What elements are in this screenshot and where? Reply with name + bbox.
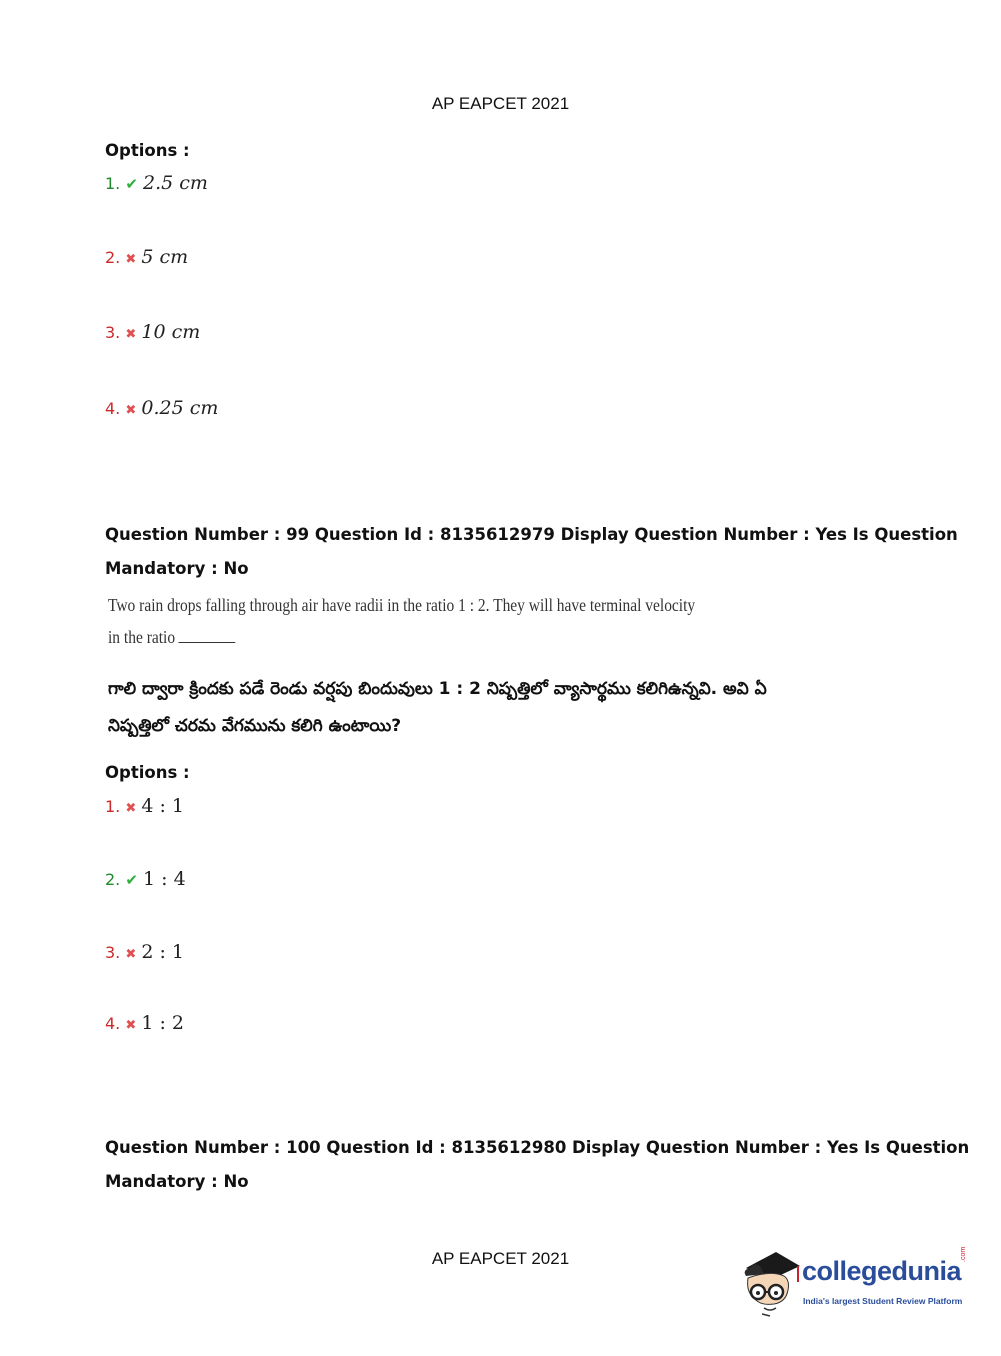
logo-tagline: India's largest Student Review Platform (803, 1296, 963, 1306)
options-label: Options : (105, 141, 190, 160)
option-2 (105, 246, 188, 268)
option-value: 1 : 4 (143, 868, 186, 890)
option-value: 1 : 2 (141, 1012, 185, 1034)
cross-mark-icon: ✖ (125, 252, 137, 267)
option-value: 2 : 1 (141, 941, 185, 963)
option-value: 10 cm (141, 321, 201, 343)
option-value: 5 cm (141, 246, 189, 268)
logo-wordmark (802, 1256, 961, 1287)
option-4 (105, 397, 218, 419)
option-1 (105, 795, 184, 817)
cross-mark-icon: ✖ (125, 947, 137, 962)
option-3 (105, 321, 200, 343)
option-3 (105, 941, 184, 963)
check-mark-icon: ✔ (125, 175, 138, 193)
option-value: 4 : 1 (141, 795, 185, 817)
question-text-line-1: Two rain drops falling through air have radii in the ratio 1 : 2. They will have terminal velocity (108, 595, 696, 615)
cross-mark-icon: ✖ (125, 801, 137, 816)
mascot-graduate-icon (740, 1248, 802, 1318)
page-header: AP EAPCET 2021 (431, 94, 570, 113)
option-value: 2.5 cm (143, 172, 208, 194)
option-number: 2. (105, 870, 121, 889)
option-number: 1. (105, 797, 121, 816)
option-value: 0.25 cm (141, 397, 219, 419)
option-number: 1. (105, 174, 121, 193)
page-footer: AP EAPCET 2021 (431, 1249, 570, 1268)
option-1 (105, 172, 208, 194)
option-number: 2. (105, 248, 121, 267)
logo-name: collegedunia (802, 1256, 962, 1286)
option-4 (105, 1012, 184, 1034)
check-mark-icon: ✔ (125, 871, 138, 889)
question-mandatory: Mandatory : No (105, 559, 249, 578)
option-number: 3. (105, 943, 121, 962)
cross-mark-icon: ✖ (125, 1018, 137, 1033)
option-number: 4. (105, 1014, 121, 1033)
question-text-line-2 (108, 627, 236, 648)
cross-mark-icon: ✖ (125, 327, 137, 342)
option-number: 4. (105, 399, 121, 418)
question-meta: Question Number : 99 Question Id : 8135612979 Display Question Number : Yes Is Question (105, 525, 958, 544)
option-number: 3. (105, 323, 121, 342)
question-mandatory: Mandatory : No (105, 1172, 249, 1191)
options-label: Options : (105, 763, 190, 782)
telugu-text-line-1: గాలి ద్వారా క్రిందకు పడే రెండు వర్షపు బిందువులు 1 : 2 నిష్పత్తిలో వ్యాసార్థము కలిగిఉన్నవి. అవి ఏ (108, 679, 767, 699)
option-2 (105, 868, 186, 890)
question-meta: Question Number : 100 Question Id : 8135612980 Display Question Number : Yes Is Question (105, 1138, 970, 1157)
telugu-text-line-2: నిష్పత్తిలో చరమ వేగమును కలిగి ఉంటాయి? (108, 716, 402, 736)
cross-mark-icon: ✖ (125, 403, 137, 418)
collegedunia-logo (740, 1248, 980, 1318)
question-text-segment: in the ratio (108, 627, 176, 647)
answer-blank (179, 628, 236, 643)
logo-suffix: .com (960, 1246, 967, 1262)
